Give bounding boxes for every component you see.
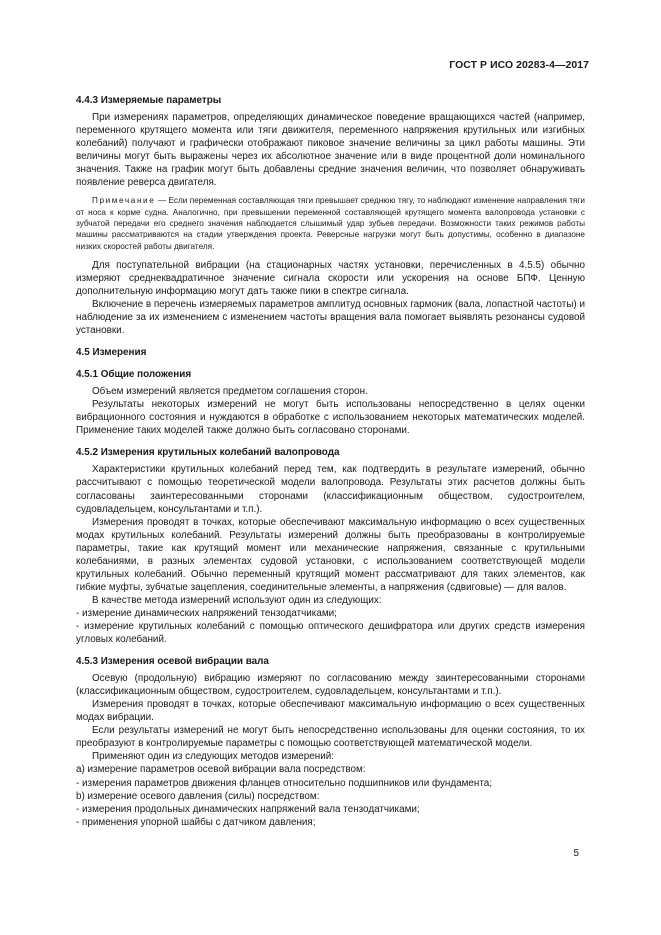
section-heading: 4.5.3 Измерения осевой вибрации вала [76, 656, 269, 668]
body-paragraph: Если результаты измерений не могут быть непосредственно использованы для оценки состояния, то их преобразуют в контролируемые параметры с помощью соответствующей математической модели. [76, 725, 585, 750]
page-number: 5 [573, 848, 579, 859]
note-paragraph [76, 195, 585, 251]
list-item: - измерение динамических напряжений тензодатчиками; [76, 607, 337, 619]
body-paragraph: Включение в перечень измеряемых параметров амплитуд основных гармоник (вала, лопастной частоты) и наблюдение за их изменением с изменением частоты вращения вала помогает выявлять резонансы судовой установки. [76, 298, 585, 337]
body-paragraph: Характеристики крутильных колебаний перед тем, как подтвердить в результате измерений, обычно рассчитывают с помощью теоретической модели валопровода. Результаты этих расчетов должны быть согласованы заинтересованными сторонами (классификационным обществом, судостроителем, судовладельцем, консультантами и т.п.). [76, 464, 585, 515]
note-text: — Если переменная составляющая тяги превышает среднюю тягу, то наблюдают изменение направления тяги от носа к корме судна. Аналогично, при превышении переменной составляющей крутящего момента валопровода установки с зубчатой передачи его среднего значения наблюдается слышимый удар зубьев передачи. Возможности таких режимов работы машины рассматриваются на стадии утверждения проекта. Реверсные нагрузки могут быть допустимы, особенно в диапазоне низких скоростей работы двигателя. [76, 196, 585, 251]
note-label: Примечание [92, 196, 156, 206]
section-heading: 4.5.2 Измерения крутильных колебаний валопровода [76, 447, 340, 459]
list-item: - измерения продольных динамических напряжений вала тензодатчиками; [76, 803, 420, 815]
body-paragraph: Объем измерений является предметом соглашения сторон. [92, 386, 368, 398]
document-body [76, 86, 585, 829]
body-paragraph: Измерения проводят в точках, которые обеспечивают максимальную информацию о всех существенных модах крутильных колебаний. Результаты измерений должны быть преобразованы в контролируемые параметры, такие как крутящий момент или механические напряжения, связанные с крутильными колебаниями, в разных элементах судовой установки, с использованием соответствующей модели крутильных колебаний. Обычно переменный крутящий момент рассматривают для таких элементов, как гибкие муфты, зубчатые зацепления, соединительные элементы, а напряжения (сдвиговые) — для валов. [76, 516, 585, 593]
document-header: ГОСТ Р ИСО 20283-4—2017 [449, 60, 589, 71]
section-heading: 4.5.1 Общие положения [76, 369, 192, 381]
body-paragraph: Для поступательной вибрации (на стационарных частях установки, перечисленных в 4.5.5) обычно измеряют среднеквадратичное значение сигнала скорости или ускорения на основе БПФ. Ценную дополнительную информацию могут дать также пики в спектре сигнала. [76, 259, 585, 297]
list-item: - измерение крутильных колебаний с помощью оптического дешифратора или других средств измерения угловых колебаний. [76, 620, 585, 646]
body-paragraph: При измерениях параметров, определяющих динамическое поведение вращающихся частей (например, переменного крутящего момента или тяги движителя, переменного напряжения крутильных или изгибных колебаний) получают и графически отображают пиковое значение величины за цикл работы машины. Эти величины могут быть выражены через их абсолютное значение или в виде процентной доли номинального значения. Также на график могут быть добавлены средние значения величин, что позволяет обнаруживать появление реверса двигателя. [76, 112, 585, 189]
list-item: b) измерение осевого давления (силы) посредством: [76, 790, 320, 802]
list-item: - применения упорной шайбы с датчиком давления; [76, 816, 316, 828]
body-paragraph: Результаты некоторых измерений не могут быть использованы непосредственно в целях оценки вибрационного состояния и нуждаются в обработке с использованием некоторых математических моделей. Применение таких моделей также должно быть согласовано сторонами. [76, 399, 585, 437]
body-paragraph: Осевую (продольную) вибрацию измеряют по согласованию между заинтересованными сторонами (классификационным обществом, судостроителем, судовладельцем, консультантами и т.п.). [76, 673, 585, 698]
section-heading: 4.4.3 Измеряемые параметры [76, 95, 222, 106]
list-item: a) измерение параметров осевой вибрации вала посредством: [76, 764, 366, 776]
section-heading: 4.5 Измерения [76, 347, 147, 359]
body-paragraph: В качестве метода измерений используют один из следующих: [92, 594, 382, 606]
body-paragraph: Применяют один из следующих методов измерений: [92, 751, 335, 763]
list-item: - измерения параметров движения фланцев относительно подшипников или фундамента; [76, 777, 492, 789]
body-paragraph: Измерения проводят в точках, которые обеспечивают максимальную информацию о всех существенных модах вибрации. [76, 699, 585, 724]
